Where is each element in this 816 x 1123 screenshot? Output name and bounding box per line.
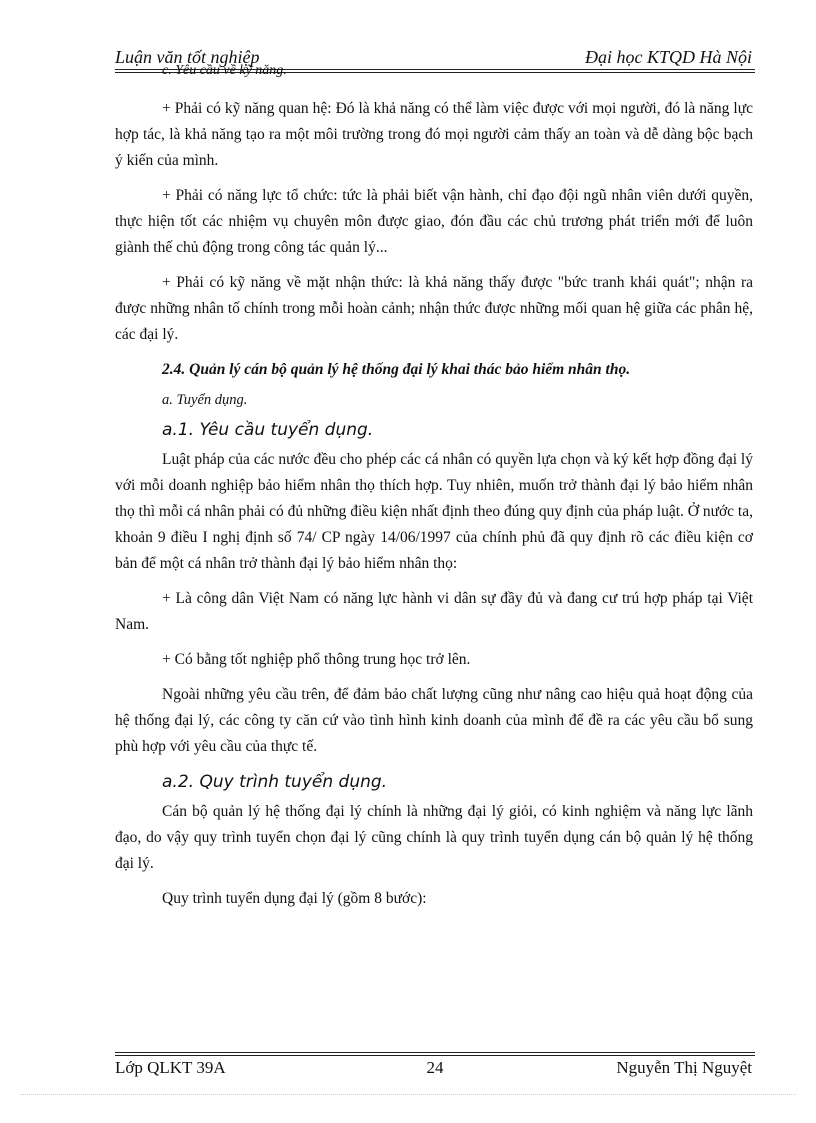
- paragraph-citizen-requirement: + Là công dân Việt Nam có năng lực hành vi dân sự đầy đủ và đang cư trú hợp pháp tại Việt Nam.: [115, 590, 753, 633]
- header-thesis-label: Luận văn tốt nghiệp: [115, 47, 260, 67]
- paragraph-recruitment-process: Cán bộ quản lý hệ thống đại lý chính là những đại lý giỏi, có kinh nghiệm và năng lực lãnh đạo, do vậy quy trình tuyển chọn đại lý cũng chính là quy trình tuyển dụng cán bộ quản lý hệ thống đại lý.: [115, 803, 753, 872]
- paragraph-additional-requirements: Ngoài những yêu cầu trên, để đảm bảo chất lượng cũng như nâng cao hiệu quả hoạt động của hệ thống đại lý, các công ty căn cứ vào tình hình kinh doanh của mình để đề ra các yêu cầu bổ sung phù hợp với yêu cầu của thực tế.: [115, 686, 753, 755]
- page-bottom-dotted-line: [20, 1094, 796, 1095]
- footer-rule-second: [115, 1055, 755, 1056]
- header-university: Đại học KTQD Hà Nội: [584, 47, 752, 67]
- page-body: [115, 64, 753, 921]
- paragraph-legal-requirements: Luật pháp của các nước đều cho phép các cá nhân có quyền lựa chọn và ký kết hợp đồng đại lý với mỗi doanh nghiệp bảo hiểm nhân thọ thích hợp. Tuy nhiên, muốn trở thành đại lý bảo hiểm nhân thọ thì mỗi cá nhân phải có đủ những điều kiện nhất định theo đúng quy định của pháp luật. Ở nước ta, khoản 9 điều I nghị định số 74/ CP ngày 14/06/1997 của chính phủ đã quy định rõ các điều kiện cơ bản để một cá nhân trở thành đại lý bảo hiểm nhân thọ:: [115, 451, 753, 572]
- footer-author: Nguyễn Thị Nguyệt: [616, 1058, 752, 1077]
- paragraph-process-steps: Quy trình tuyển dụng đại lý (gồm 8 bước):: [162, 890, 427, 907]
- paragraph-relationship-skill: + Phải có kỹ năng quan hệ: Đó là khả năng có thể làm việc được với mọi người, đó là năng lực hợp tác, là khả năng tạo ra một môi trường trong đó mọi người cảm thấy an toàn và dễ dàng bộc bạch ý kiến của mình.: [115, 100, 753, 169]
- footer-class: Lớp QLKT 39A: [115, 1058, 226, 1077]
- paragraph-education-requirement: + Có bằng tốt nghiệp phổ thông trung học trở lên.: [162, 651, 471, 668]
- footer-rule: [115, 1052, 755, 1053]
- paragraph-cognitive-skill: + Phải có kỹ năng về mặt nhận thức: là khả năng thấy được "bức tranh khái quát"; nhận ra được những nhân tố chính trong mỗi hoàn cảnh; nhận thức được những mối quan hệ giữa các phân hệ, các đại lý.: [115, 274, 753, 343]
- subheading-recruitment: a. Tuyển dụng.: [162, 392, 248, 408]
- heading-recruitment-requirements: a.1. Yêu cầu tuyển dụng.: [162, 420, 374, 440]
- clipped-subheading: c. Yêu cầu về kỹ năng.: [162, 63, 287, 78]
- section-heading: 2.4. Quản lý cán bộ quản lý hệ thống đại lý khai thác bảo hiểm nhân thọ.: [162, 361, 631, 378]
- heading-recruitment-process: a.2. Quy trình tuyển dụng.: [162, 772, 388, 792]
- paragraph-organization-skill: + Phải có năng lực tổ chức: tức là phải biết vận hành, chỉ đạo đội ngũ nhân viên dưới quyền, thực hiện tốt các nhiệm vụ chuyên môn được giao, đón đầu các chủ trương phát triển mới để luôn giành thế chủ động trong công tác quản lý...: [115, 187, 753, 256]
- page-number: 24: [426, 1058, 444, 1077]
